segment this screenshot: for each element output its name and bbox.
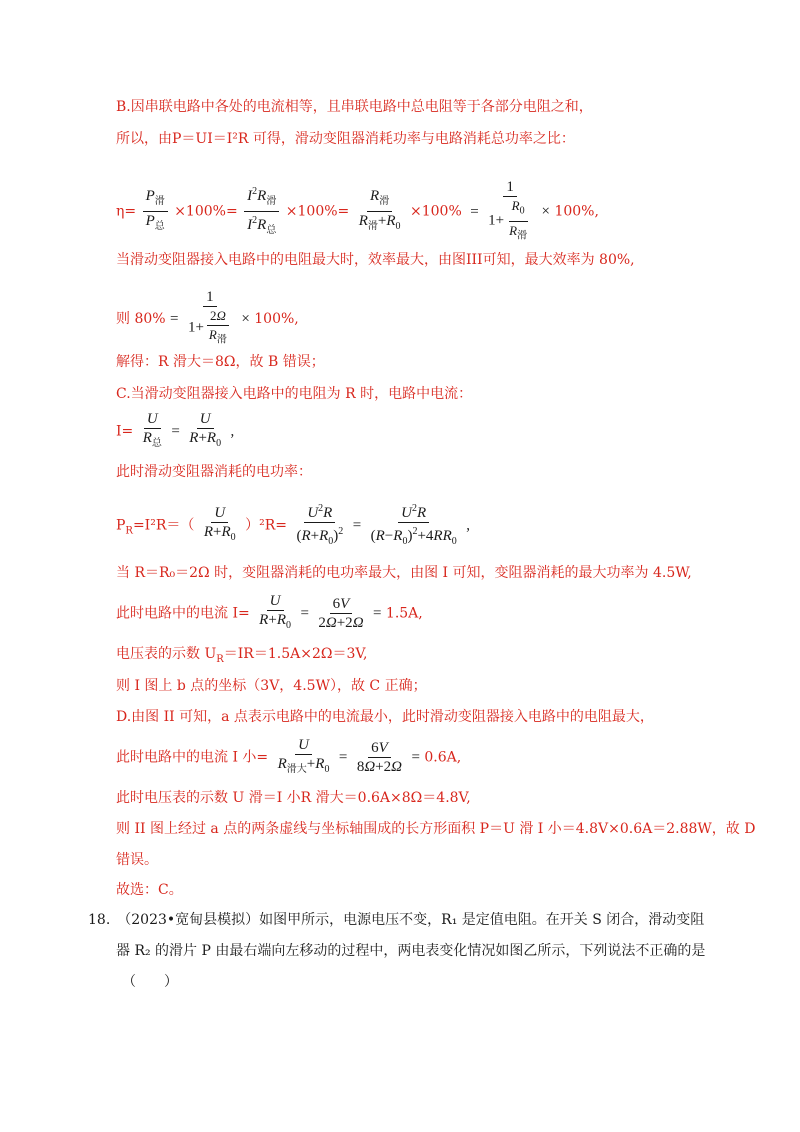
frac-u2r-b: $\frac{U^2R}{(R-R_0)^2+4RR_0}$: [368, 500, 460, 551]
formula-pr: $P_R=I^2R=$（ $\frac{U}{R+R_0}$ ）²R= $\frac{U^2R}{(R+R_0)^2}$ = $\frac{U^2R}{(R-R_0)^2+4RR_0}$ ,: [116, 500, 470, 551]
min-current-result: 0.6A,: [424, 749, 462, 766]
text-line-power: 此时滑动变阻器消耗的电功率：: [116, 464, 312, 480]
text-line-voltmeter: [116, 644, 368, 670]
formula-current: I= $\frac{U}{R_总}$ = $\frac{U}{R+R_0}$ ,: [116, 410, 234, 453]
current-label: 此时电路中的电流 I=: [116, 605, 250, 622]
formula-80pct: 则 80% = 1 1+ $\frac{2\Omega}{R_滑}$ × 100%,: [116, 288, 299, 350]
text-line-max-power: 当 R＝R₀＝2Ω 时，变阻器消耗的电功率最大，由图 I 可知，变阻器消耗的最大功率为 4.5W,: [116, 565, 692, 581]
voltmeter-sub: R: [216, 653, 224, 665]
pr-sub: R: [125, 525, 133, 537]
text-line-wrong: 错误。: [116, 852, 158, 868]
eighty-label: 则 80%: [116, 310, 166, 327]
text-line-max-efficiency: 当滑动变阻器接入电路中的电阻最大时，效率最大，由图III可知，最大效率为 80%,: [116, 252, 635, 268]
pct-2: ×100%=: [285, 203, 350, 220]
frac-6v-4ohm: $\frac{6V}{2\Omega+2\Omega}$: [318, 596, 364, 631]
frac-u-r-r0-3: $\frac{U}{R+R_0}$: [259, 593, 291, 631]
frac-p: $\frac{P_滑}{P_总}$: [143, 187, 168, 236]
pct-4: 100%,: [554, 203, 599, 220]
eta-label: η=: [116, 203, 137, 220]
formula-min-current: 此时电路中的电流 I 小= $\frac{U}{R_{滑大}+R_0}$ = $\frac{6V}{8\Omega+2\Omega}$ = 0.6A,: [116, 736, 461, 779]
frac-one: 1 1+ $\frac{R_0}{R_滑}$: [488, 179, 528, 242]
formula-efficiency: η= $\frac{P_滑}{P_总}$ ×100%= $\frac{I^2R_滑}{I^2R_总}$ ×100%= $\frac{R_滑}{R_滑+R_0}$ ×100% = 1 1+ $\frac{R_0}{R_滑}$ × 100%,: [116, 178, 599, 245]
frac-u-rtotal: $\frac{U}{R_总}$: [142, 411, 162, 449]
current-result: 1.5A,: [385, 605, 423, 622]
pct-80-end: 100%,: [254, 310, 299, 327]
frac-i2r: $\frac{I^2R_滑}{I^2R_总}$: [244, 183, 279, 240]
pr-mid2: ）²R=: [245, 517, 287, 534]
frac-u-r-r0: $\frac{U}{R+R_0}$: [189, 411, 222, 449]
pct-1: ×100%=: [174, 203, 238, 220]
answer-choice: 故选：C。: [116, 882, 183, 898]
voltmeter-rest: ＝IR＝1.5A×2Ω＝3V,: [223, 646, 368, 662]
question-18-line2: 器 R₂ 的滑片 P 由最右端向左移动的过程中，两电表变化情况如图乙所示，下列说法不正确的是: [116, 943, 706, 959]
min-current-label: 此时电路中的电流 I 小=: [116, 749, 269, 766]
text-line-b-intro: B.因串联电路中各处的电流相等，且串联电路中总电阻等于各部分电阻之和，: [116, 99, 593, 115]
question-18-blank: （ ）: [122, 974, 178, 990]
i-label: I=: [116, 423, 134, 440]
text-line-solve: 解得：R 滑大＝8Ω，故 B 错误；: [116, 354, 325, 370]
frac-6v-10ohm: $\frac{6V}{8\Omega+2\Omega}$: [356, 740, 402, 775]
pct-3: ×100%: [410, 203, 462, 220]
question-18-line1: 18. （2023•宽甸县模拟）如图甲所示，电源电压不变，R₁ 是定值电阻。在开关 S 闭合，滑动变阻: [88, 912, 705, 928]
text-line-voltage: 此时电压表的示数 U 滑＝I 小R 滑大＝0.6A×8Ω＝4.8V,: [116, 790, 471, 806]
text-line-area: 则 II 图上经过 a 点的两条虚线与坐标轴围成的长方形面积 P＝U 滑 I 小＝4.8V×0.6A＝2.88W，故 D: [116, 821, 756, 837]
text-line-point-b: 则 I 图上 b 点的坐标（3V，4.5W），故 C 正确；: [116, 678, 427, 694]
frac-u-rmax: $\frac{U}{R_{滑大}+R_0}$: [277, 737, 330, 775]
text-line-power-ratio: 所以，由P＝UI＝I²R 可得，滑动变阻器消耗功率与电路消耗总功率之比：: [116, 131, 575, 147]
pr-mid: =I²R＝（: [132, 517, 195, 534]
text-line-c-intro: C.当滑动变阻器接入电路中的电阻为 R 时，电路中电流：: [116, 386, 473, 402]
formula-current-15: 此时电路中的电流 I= $\frac{U}{R+R_0}$ = $\frac{6V}{2\Omega+2\Omega}$ = 1.5A,: [116, 592, 423, 635]
voltmeter-text: 电压表的示数 U: [116, 646, 217, 662]
frac-u2r-a: $\frac{U^2R}{(R+R_0)^2}$: [293, 500, 346, 551]
frac-r: $\frac{R_滑}{R_滑+R_0}$: [358, 188, 401, 233]
text-line-d-intro: D.由图 II 可知，a 点表示电路中的电流最小，此时滑动变阻器接入电路中的电阻最大，: [116, 709, 654, 725]
frac-80: 1 1+ $\frac{2\Omega}{R_滑}$: [187, 289, 227, 346]
frac-u-r-r0-2: $\frac{U}{R+R_0}$: [203, 505, 236, 543]
pr-label: P: [116, 517, 126, 534]
